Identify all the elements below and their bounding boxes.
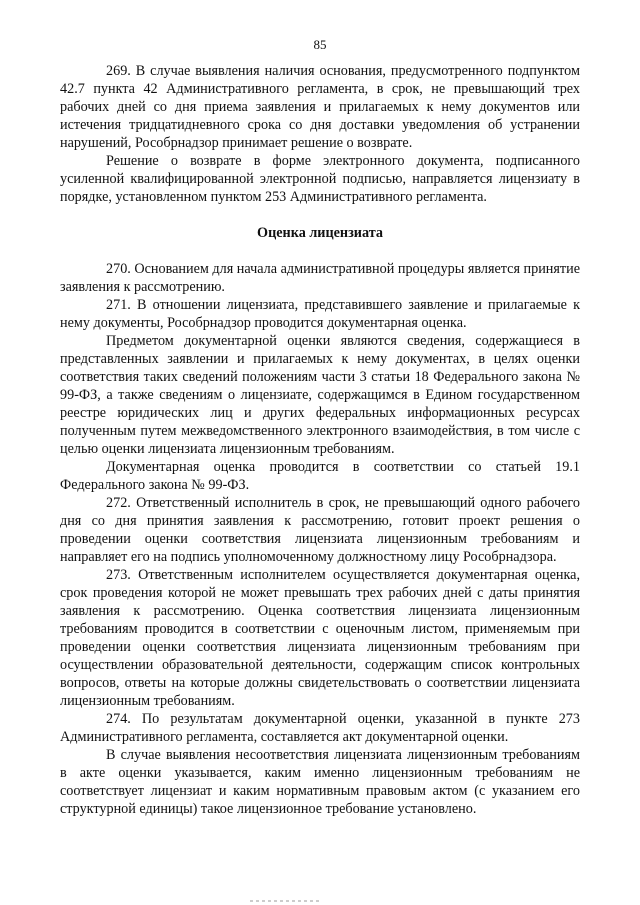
page-number: 85 [313,37,327,52]
paragraph-269: 269. В случае выявления наличия основания, предусмотренного подпунктом 42.7 пункта 42 Административного регламента, в срок, не превышающий трех рабочих дней со дня приема заявления и прилагаемых к нему документов или истечения тридцатидневного срока со дня доставки уведомления об устранении нарушений, Рособрнадзор принимает решение о возврате. [60,63,580,151]
paragraph-270: 270. Основанием для начала административной процедуры является принятие заявления к рассмотрению. [60,261,581,295]
paragraph-273: 273. Ответственным исполнителем осуществляется документарная оценка, срок проведения которой не может превышать трех рабочих дней с даты принятия заявления к рассмотрению. Оценка соответствия лицензиата лицензионным требованиям проводится в соответствии с оценочным листом, применяемым при проведении оценки соответствия лицензиата лицензионным требованиям при осуществлении образовательной деятельности, содержащим список контрольных вопросов, ответы на которые должны свидетельствовать о соответствии лицензиата лицензионным требованиям. [60,567,580,709]
document-body [60,62,580,818]
section-heading: Оценка лицензиата [257,225,383,241]
paragraph-assessment-basis: Документарная оценка проводится в соответствии со статьей 19.1 Федерального закона № 99-ФЗ. [60,459,580,493]
paragraph-271: 271. В отношении лицензиата, представившего заявление и прилагаемые к нему документы, Рособрнадзор проводится документарная оценка. [60,297,580,331]
paragraph-nonconformity: В случае выявления несоответствия лицензиата лицензионным требованиям в акте оценки указывается, каким именно лицензионным требованиям не соответствует лицензиат и каким нормативным правовым актом (с указанием его структурной единицы) такое лицензионное требование установлено. [60,747,580,817]
paragraph-272: 272. Ответственный исполнитель в срок, не превышающий одного рабочего дня со дня принятия заявления к рассмотрению, готовит проект решения о проведении оценки соответствия лицензиата лицензионным требованиям и направляет его на подпись уполномоченному должностному лицу Рособрнадзора. [60,495,580,565]
paragraph-subject-of-assessment: Предметом документарной оценки являются сведения, содержащиеся в представленных заявлении и прилагаемых к нему документах, в целях оценки соответствия таких сведений положениям части 3 статьи 18 Федерального закона № 99-ФЗ, а также сведениям о лицензиате, содержащимся в Едином государственном реестре юридических лиц и других федеральных информационных ресурсах полученным путем межведомственного электронного взаимодействия, в том числе с целью оценки лицензиата лицензионным требованиям. [60,333,580,457]
paragraph-274: 274. По результатам документарной оценки, указанной в пункте 273 Административного регламента, составляется акт документарной оценки. [60,711,580,745]
scan-artifact-divider [250,900,320,902]
paragraph-return-decision: Решение о возврате в форме электронного документа, подписанного усиленной квалифицированной электронной подписью, направляется лицензиату в порядке, установленном пунктом 253 Административного регламента. [60,153,580,205]
